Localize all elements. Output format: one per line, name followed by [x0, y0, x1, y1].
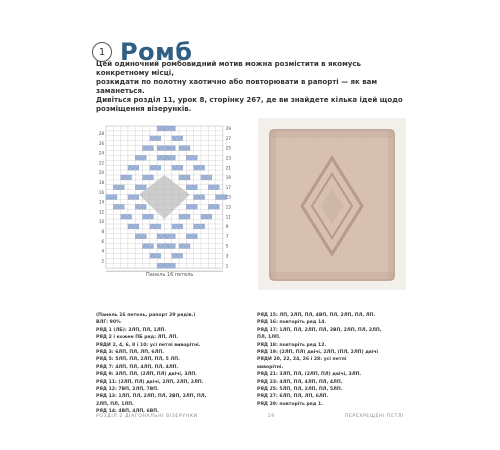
chart-stitch-cell: [179, 244, 190, 249]
chart-row-label: 25: [225, 145, 231, 151]
chart-row-label: 26: [98, 140, 104, 146]
instruction-line: (Панель 16 петель, рапорт 29 рядів.): [96, 313, 196, 318]
instruction-line: РЯД 19: (2ЛП, ПЛ) двічі, 2ЛП, (ПЛ, 2ЛП) двічі: [257, 350, 379, 356]
chart-row-label: 2: [101, 258, 104, 264]
section-number-badge: 1: [92, 42, 112, 62]
chart-stitch-cell: [143, 175, 154, 180]
swatch-image: [258, 118, 406, 290]
chart-stitch-cell: [194, 195, 205, 200]
chart-stitch-cell: [157, 244, 168, 249]
instruction-line: РЯД 12: 7ВП, 2ЛП, 7ВП.: [96, 387, 159, 393]
instruction-line: ПЛ, 1ЛП.: [257, 335, 281, 341]
chart-stitch-cell: [121, 175, 132, 180]
chart-stitch-cell: [150, 136, 161, 141]
chart-stitch-cell: [164, 155, 175, 160]
chart-row-label: 13: [225, 204, 231, 210]
chart-stitch-cell: [208, 204, 219, 209]
chart-stitch-cell: [128, 165, 139, 170]
chart-row-label: 22: [98, 160, 104, 166]
swatch-border: [270, 130, 394, 138]
chart-stitch-cell: [106, 195, 117, 200]
chart-stitch-cell: [150, 165, 161, 170]
instruction-line: ВЛГ: 90%: [96, 320, 121, 326]
chart-stitch-cell: [186, 155, 197, 160]
instruction-line: РЯД 13: 1ЛП, ПЛ, 2ЛП, ПЛ, 2ВП, 2ЛП, ПЛ,: [96, 394, 207, 400]
section-title: Ромб: [120, 38, 193, 66]
chart-stitch-cell: [172, 253, 183, 258]
chart-stitch-cell: [201, 175, 212, 180]
instruction-line: 2ЛП, ПЛ, 1ЛП.: [96, 401, 134, 407]
knitting-chart: [92, 120, 244, 282]
chart-stitch-cell: [164, 234, 175, 239]
instruction-line: РЯД 21: 3ЛП, ПЛ, (2ЛП, ПЛ) двічі, 3ЛП.: [257, 372, 362, 378]
chart-stitch-cell: [172, 165, 183, 170]
chart-stitch-cell: [179, 146, 190, 151]
chart-stitch-cell: [186, 185, 197, 190]
chart-stitch-cell: [128, 224, 139, 229]
chart-row-label: 19: [225, 175, 231, 181]
chart-row-label: 3: [225, 253, 229, 259]
instruction-line: РЯД 27: 6ЛП, ПЛ, ЛП, 6ЛП.: [257, 394, 329, 400]
chart-stitch-cell: [164, 126, 175, 131]
chart-row-label: 28: [98, 131, 104, 136]
chart-stitch-cell: [216, 195, 227, 200]
chart-row-label: 5: [225, 243, 229, 249]
chart-row-label: 17: [225, 184, 231, 190]
chart-stitch-cell: [121, 214, 132, 219]
chart-row-label: 16: [98, 189, 104, 195]
page-footer: [96, 414, 404, 419]
instruction-line: РЯДИ 2, 4, 6, 8 і 10: усі петлі виворітні.: [96, 342, 201, 348]
chart-stitch-cell: [113, 185, 124, 190]
instructions-left-column: [96, 312, 245, 416]
swatch-border: [270, 130, 276, 280]
knitted-swatch-photo: [258, 118, 406, 290]
chart-stitch-cell: [135, 155, 146, 160]
swatch-border: [270, 272, 394, 280]
chart-row-label: 14: [98, 199, 104, 205]
instruction-line: РЯД 11: (2ЛП, ПЛ) двічі, 2ЛП, 2ЛП, 2ЛП.: [96, 379, 204, 385]
chart-stitch-cell: [164, 263, 175, 268]
chart-row-label: 11: [225, 214, 231, 220]
instruction-line: РЯД 17: 1ЛП, ПЛ, 2ЛП, ПЛ, 2ВП, 2ЛП, ПЛ, 2ЛП,: [257, 327, 382, 333]
instruction-line: РЯД 2 і кожен ПБ ряд: ЛП, ЛП.: [96, 335, 179, 341]
chart-stitch-cell: [194, 224, 205, 229]
chart-stitch-cell: [143, 244, 154, 249]
chart-stitch-cell: [128, 195, 139, 200]
chart-row-label: 4: [101, 248, 104, 254]
intro-line: Дивіться розділ 11, урок 8, сторінку 267, де ви знайдете кілька ідей щодо: [96, 96, 403, 104]
footer-page-number: 19: [267, 414, 275, 419]
intro-line: розміщення візерунків.: [96, 105, 192, 113]
instruction-line: РЯД 15: ЛП, 2ЛП, ПЛ, 4ВП, ПЛ, 2ЛП, ПЛ, ЛП.: [257, 313, 376, 318]
instruction-line: РЯД 5: 5ЛП, ПЛ, 2ЛП, ПЛ, 5 ЛП.: [96, 357, 180, 363]
instruction-line: РЯД 29: повторіть ряд 1.: [257, 401, 323, 407]
chart-row-label: 23: [225, 155, 231, 161]
chart-row-label: 20: [98, 170, 104, 176]
instruction-line: РЯД 18: повторіть ряд 12.: [257, 342, 327, 348]
chart-stitch-cell: [150, 253, 161, 258]
chart-row-label: 27: [225, 135, 231, 141]
chart-stitch-cell: [157, 146, 168, 151]
instruction-line: РЯД 1 (ЛБ): 2ЛП, ПЛ, 1ЛП.: [96, 327, 167, 333]
chart-stitch-cell: [179, 214, 190, 219]
chart-row-label: 12: [98, 209, 104, 215]
chart-stitch-cell: [186, 204, 197, 209]
chart-row-label: 29: [225, 126, 231, 132]
chart-row-label: 21: [225, 165, 231, 171]
instruction-line: виворітні.: [257, 364, 284, 370]
footer-topic: ПЕРЕХРЕЩЕНІ ПЕТЛІ: [344, 414, 404, 419]
chart-row-label: 8: [101, 229, 104, 234]
instruction-line: РЯД 9: 3ЛП, ПЛ, (2ЛП, ПЛ) двічі, 3ЛП.: [96, 372, 197, 378]
chart-stitch-cell: [135, 204, 146, 209]
chart-row-label: 7: [225, 233, 229, 239]
chart-stitch-cell: [113, 204, 124, 209]
chart-stitch-cell: [143, 146, 154, 151]
chart-stitch-cell: [208, 185, 219, 190]
intro-line: розкидати по полотну хаотично або повторювати в рапорті — як вам заманеться.: [96, 78, 378, 95]
chart-stitch-cell: [179, 175, 190, 180]
chart-row-label: 9: [225, 224, 229, 230]
chart-stitch-cell: [150, 224, 161, 229]
chart-stitch-cell: [172, 224, 183, 229]
instruction-line: РЯД 7: 4ЛП, ПЛ, 4ЛП, ПЛ, 4ЛП.: [96, 364, 179, 370]
chart-row-label: 10: [98, 219, 104, 225]
instruction-line: РЯД 3: 6ЛП, ПЛ, ЛП, 6ЛП.: [96, 350, 165, 356]
chart-stitch-cell: [143, 214, 154, 219]
chart-row-label: 24: [98, 150, 104, 156]
instructions: [96, 312, 406, 416]
chart-stitch-cell: [186, 234, 197, 239]
chart-row-label: 15: [225, 194, 231, 200]
instructions-right-column: [257, 312, 406, 416]
chart-row-label: 18: [98, 180, 104, 185]
intro-line: Цей одиночний ромбовидний мотив можна розмістити в якомусь конкретному місці,: [96, 60, 361, 77]
instruction-line: РЯД 23: 4ЛП, ПЛ, 4ЛП, ПЛ, 4ЛП.: [257, 379, 343, 385]
chart-caption: Панель 16 петель: [146, 272, 194, 278]
chart-row-label: 1: [225, 263, 229, 269]
chart-stitch-cell: [201, 214, 212, 219]
chart-grid: [92, 120, 244, 282]
chart-stitch-cell: [135, 234, 146, 239]
chart-stitch-cell: [194, 165, 205, 170]
instruction-line: РЯД 16: повторіть ряд 14.: [257, 320, 327, 326]
chart-stitch-cell: [172, 136, 183, 141]
instruction-line: РЯД 25: 5ЛП, ПЛ, 2ЛП, ПЛ, 5ЛП.: [257, 387, 343, 393]
instruction-line: РЯД 14: 4ВП, 4ЛП, 6ВП.: [96, 409, 159, 415]
footer-chapter: РОЗДІЛ 2 ДІАГОНАЛЬНІ ВІЗЕРУНКИ: [96, 414, 198, 419]
swatch-border: [388, 130, 394, 280]
instruction-line: РЯДИ 20, 22, 24, 26 і 28: усі петлі: [257, 357, 347, 363]
intro-paragraph: [96, 60, 404, 114]
chart-row-label: 6: [101, 238, 104, 244]
chart-stitch-cell: [135, 185, 146, 190]
